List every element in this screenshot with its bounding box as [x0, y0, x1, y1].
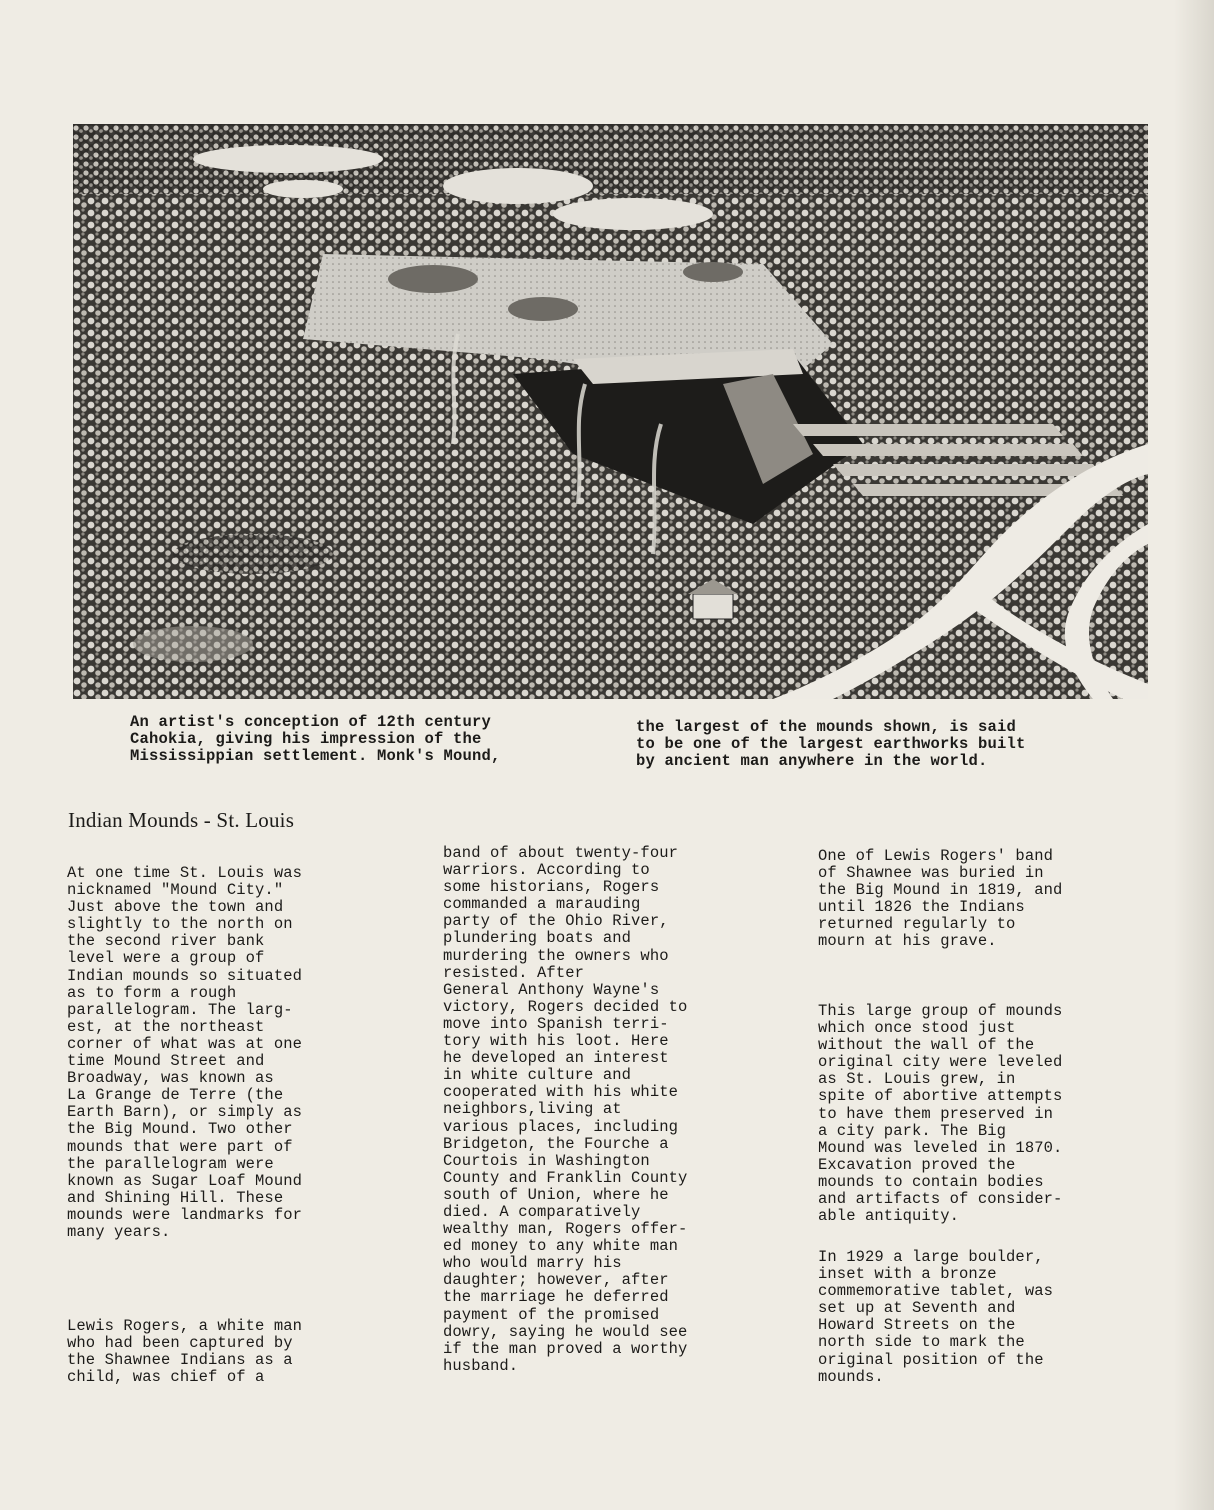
- clearing: [173, 534, 333, 574]
- house-shape: [693, 594, 733, 619]
- caption-left: An artist's conception of 12th century Cahokia, giving his impression of the Mississippian settlement. Monk's Mound,: [130, 713, 501, 765]
- clearing: [133, 626, 253, 662]
- column-1-paragraph-2: Lewis Rogers, a white man who had been captured by the Shawnee Indians as a child, was chief of a: [67, 1317, 303, 1387]
- column-3-paragraph-1: One of Lewis Rogers' band of Shawnee was buried in the Big Mound in 1819, and until 1826 the Indians returned regularly to mourn at his grave.: [818, 847, 1063, 951]
- article-title: Indian Mounds - St. Louis: [68, 808, 295, 832]
- lake-shape: [263, 180, 343, 198]
- lake-shape: [443, 168, 593, 204]
- cahokia-illustration: [73, 124, 1148, 699]
- page-edge-shadow: [1174, 0, 1214, 1510]
- column-1-paragraph-1: At one time St. Louis was nicknamed "Mound City." Just above the town and slightly to the north on the second river bank level were a group of Indian mounds so situated as to form a rough parallelogram. The larg- est, at the northeast corner of what was at one time Mound Street and Broadway, was known as La Grange de Terre (the Earth Barn), or simply as the Big Mound. Two other mounds that were part of the parallelogram were known as Sugar Loaf Mound and Shining Hill. These mounds were landmarks for many years.: [67, 864, 303, 1241]
- small-mound: [508, 297, 578, 321]
- small-mound: [388, 265, 478, 293]
- caption-right: the largest of the mounds shown, is said to be one of the largest earthworks built by ancient man anywhere in the world.: [636, 718, 1026, 770]
- lake-shape: [193, 145, 383, 173]
- column-3-paragraph-2: This large group of mounds which once stood just without the wall of the original city were leveled as St. Louis grew, in spite of abortive attempts to have them preserved in a city park. The Big Mound was leveled in 1870. Excavation proved the mounds to contain bodies and artifacts of consider- able antiquity.: [818, 1002, 1063, 1226]
- column-2-paragraph-1: band of about twenty-four warriors. According to some historians, Rogers commanded a marauding party of the Ohio River, plundering boats and murdering the owners who resisted. After General Anthony Wayne's victory, Rogers decided to move into Spanish terri- tory with his loot. Here he developed an interest in white culture and cooperated with his white neighbors,living at various places, including Bridgeton, the Fourche a Courtois in Washington County and Franklin County south of Union, where he died. A comparatively wealthy man, Rogers offer- ed money to any white man who would marry his daughter; however, after the marriage he deferred payment of the promised dowry, saying he would see if the man proved a worthy husband.: [443, 844, 688, 1375]
- small-mound: [683, 262, 743, 282]
- lake-shape: [553, 198, 713, 230]
- column-3-paragraph-3: In 1929 a large boulder, inset with a bronze commemorative tablet, was set up at Seventh and Howard Streets on the north side to mark the original position of the mounds.: [818, 1248, 1054, 1386]
